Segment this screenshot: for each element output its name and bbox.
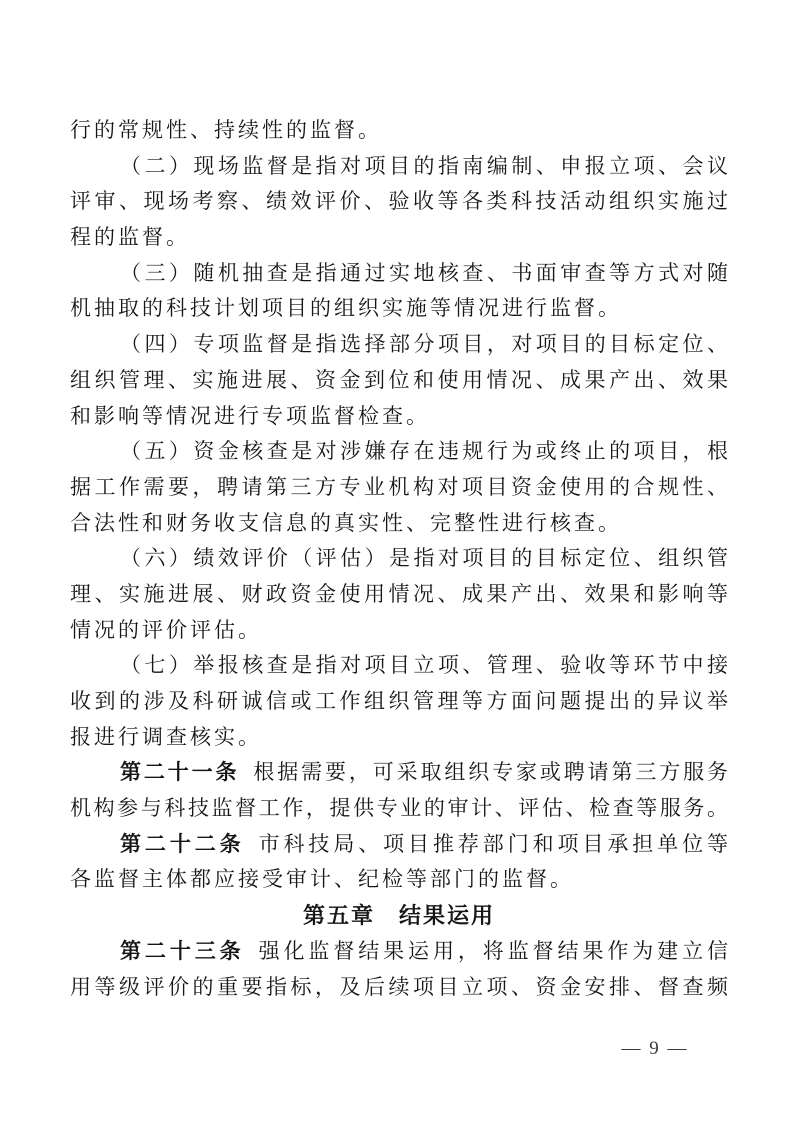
text-line [70, 862, 728, 898]
line-text: 合法性和财务收支信息的真实性、完整性进行核查。 [70, 510, 622, 535]
text-line [70, 291, 728, 327]
page-footer [612, 1038, 698, 1060]
text-line [70, 256, 728, 292]
text-line [70, 220, 728, 256]
text-line [70, 113, 728, 149]
text-line [70, 613, 728, 649]
text-line [70, 327, 728, 363]
line-text: 程的监督。 [70, 225, 190, 250]
text-line [70, 791, 728, 827]
line-text: 用等级评价的重要指标，及后续项目立项、资金安排、督查频 [70, 974, 728, 999]
line-text: 情况的评价评估。 [70, 617, 262, 642]
line-text: 市科技局、项目推荐部门和项目承担单位等 [258, 831, 728, 856]
line-text: 根据需要，可采取组织专家或聘请第三方服务 [253, 760, 728, 785]
line-text: 强化监督结果运用，将监督结果作为建立信 [258, 938, 728, 963]
line-text: 评审、现场考察、绩效评价、验收等各类科技活动组织实施过 [70, 189, 728, 214]
line-text: 各监督主体都应接受审计、纪检等部门的监督。 [70, 867, 574, 892]
chapter-heading [70, 898, 728, 934]
line-text: 报进行调查核实。 [70, 724, 262, 749]
line-text: 行的常规性、持续性的监督。 [70, 118, 382, 142]
article-number: 第二十一条 [120, 760, 240, 785]
text-line [70, 648, 728, 684]
article-number: 第二十二条 [120, 831, 245, 856]
line-text: （六）绩效评价（评估）是指对项目的目标定位、组织管 [120, 546, 728, 571]
text-line [70, 399, 728, 435]
line-text: （三）随机抽查是指通过实地核查、书面审查等方式对随 [120, 260, 728, 285]
text-line [70, 970, 728, 1006]
line-text: 第五章 结果运用 [302, 903, 495, 929]
line-text: 机抽取的科技计划项目的组织实施等情况进行监督。 [70, 296, 622, 321]
text-line [70, 827, 728, 863]
text-line [70, 577, 728, 613]
text-line [70, 934, 728, 970]
text-line [70, 720, 728, 756]
text-line [70, 184, 728, 220]
page-number: — 9 — [621, 1038, 689, 1059]
line-text: 据工作需要，聘请第三方专业机构对项目资金使用的合规性、 [70, 474, 728, 499]
text-line [70, 541, 728, 577]
line-text: （四）专项监督是指选择部分项目，对项目的目标定位、 [120, 332, 728, 357]
line-text: （七）举报核查是指对项目立项、管理、验收等环节中接 [120, 653, 728, 678]
text-line [70, 470, 728, 506]
text-line [70, 363, 728, 399]
line-text: 组织管理、实施进展、资金到位和使用情况、成果产出、效果 [70, 367, 728, 392]
line-text: 收到的涉及科研诚信或工作组织管理等方面问题提出的异议举 [70, 689, 728, 713]
line-text: 机构参与科技监督工作，提供专业的审计、评估、检查等服务。 [70, 796, 728, 821]
text-line [70, 149, 728, 185]
text-line [70, 434, 728, 470]
line-text: （二）现场监督是指对项目的指南编制、申报立项、会议 [120, 153, 728, 178]
line-text: （五）资金核查是对涉嫌存在违规行为或终止的项目，根 [120, 439, 728, 464]
text-line [70, 755, 728, 791]
line-text: 理、实施进展、财政资金使用情况、成果产出、效果和影响等 [70, 581, 728, 606]
text-line [70, 506, 728, 542]
document-body [70, 113, 728, 1005]
text-line [70, 684, 728, 720]
article-number: 第二十三条 [120, 938, 245, 963]
line-text: 和影响等情况进行专项监督检查。 [70, 403, 430, 428]
